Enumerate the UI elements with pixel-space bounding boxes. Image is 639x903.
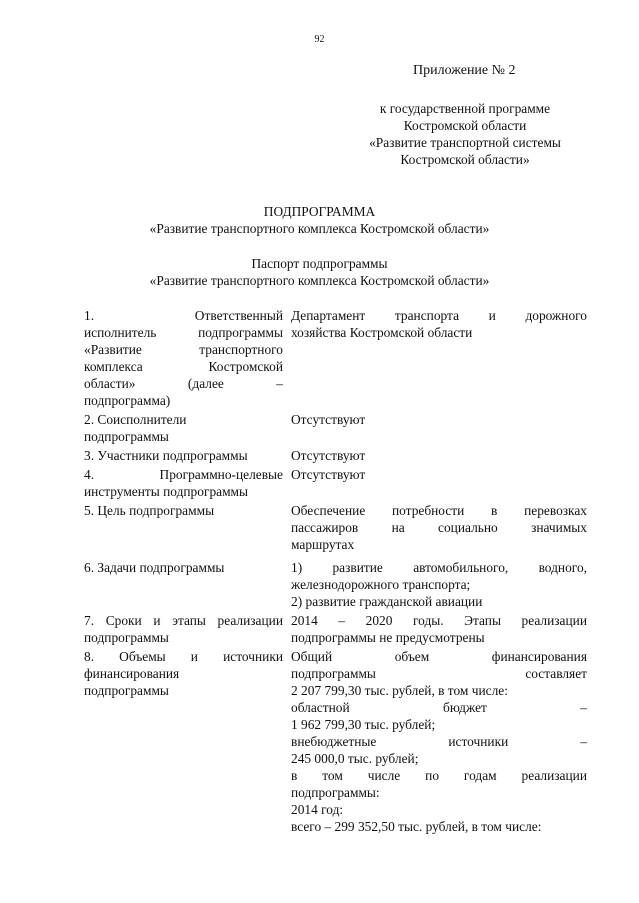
value-line: областной бюджет – [291,700,587,715]
value-line: 2014 год: [291,802,344,817]
page-number: 92 [314,34,325,45]
value-line: 1 962 799,30 тыс. рублей; [291,717,436,732]
value-line: подпрограммы не предусмотрены [291,630,485,645]
value-line: железнодорожного транспорта; [291,577,471,592]
passport-name: «Развитие транспортного комплекса Костромской области» [149,273,490,288]
row-value [291,307,587,409]
value-line: хозяйства Костромской области [291,325,473,340]
value-line: Отсутствуют [291,448,366,463]
label-line: 4. Программно-целевые [84,467,283,482]
value-line: Общий объем финансирования [291,649,587,664]
label-line: 6. Задачи подпрограммы [84,560,225,575]
table-row [84,648,587,835]
label-line: 7. Сроки и этапы реализации [84,613,283,628]
value-line: всего – 299 352,50 тыс. рублей, в том числе: [291,819,542,834]
label-line: подпрограммы [84,429,169,444]
label-line: комплекса Костромской [84,359,283,374]
label-line: области» (далее – [84,376,283,391]
label-line: 8. Объемы и источники [84,649,283,664]
row-value [291,648,587,835]
label-line: «Развитие транспортного [84,342,283,357]
appendix-reference-line: Костромской области [403,118,527,133]
row-value [291,502,587,553]
label-line: подпрограммы [84,630,169,645]
value-line: Отсутствуют [291,412,366,427]
passport-heading: Паспорт подпрограммы [251,256,388,271]
value-line: 1) развитие автомобильного, водного, [291,560,587,575]
label-line: инструменты подпрограммы [84,484,249,499]
passport-heading-block [0,255,639,289]
label-line: исполнитель подпрограммы [84,325,283,340]
value-line: внебюджетные источники – [291,734,587,749]
row-label [84,411,291,445]
label-line: подпрограммы [84,683,169,698]
row-label [84,612,291,646]
row-label [84,466,291,500]
value-line: пассажиров на социально значимых [291,520,587,535]
label-line: подпрограмма) [84,393,171,408]
table-row [84,466,587,500]
value-line: 2) развитие гражданской авиации [291,594,483,609]
value-line: в том числе по годам реализации [291,768,587,783]
row-value [291,612,587,646]
label-line: 3. Участники подпрограммы [84,448,248,463]
table-row [84,447,587,464]
subprogram-heading-block [0,203,639,237]
label-line: 5. Цель подпрограммы [84,503,215,518]
appendix-title: Приложение № 2 [413,63,516,78]
label-line: 1. Ответственный [84,308,283,323]
value-line: подпрограммы: [291,785,380,800]
table-row [84,559,587,610]
row-label [84,502,291,553]
subprogram-name: «Развитие транспортного комплекса Костромской области» [149,221,490,236]
row-label [84,559,291,610]
appendix-reference [350,100,580,168]
appendix-reference-line: к государственной программе [379,101,551,116]
row-value [291,559,587,610]
table-row [84,612,587,646]
row-label [84,648,291,835]
appendix-reference-line: Костромской области» [400,152,530,167]
table-row [84,502,587,553]
table-row [84,411,587,445]
table-row [84,307,587,409]
value-line: Департамент транспорта и дорожного [291,308,587,323]
row-value [291,466,587,500]
value-line: подпрограммы составляет [291,666,587,681]
value-line: 2 207 799,30 тыс. рублей, в том числе: [291,683,508,698]
appendix-reference-line: «Развитие транспортной системы [369,135,561,150]
value-line: маршрутах [291,537,355,552]
row-value [291,447,587,464]
value-line: 2014 – 2020 годы. Этапы реализации [291,613,587,628]
value-line: Обеспечение потребности в перевозках [291,503,587,518]
row-label [84,447,291,464]
label-line: 2. Соисполнители [84,412,187,427]
row-label [84,307,291,409]
value-line: Отсутствуют [291,467,366,482]
value-line: 245 000,0 тыс. рублей; [291,751,419,766]
subprogram-heading: ПОДПРОГРАММА [263,204,376,219]
label-line: финансирования [84,666,180,681]
passport-table [84,307,587,837]
row-value [291,411,587,445]
